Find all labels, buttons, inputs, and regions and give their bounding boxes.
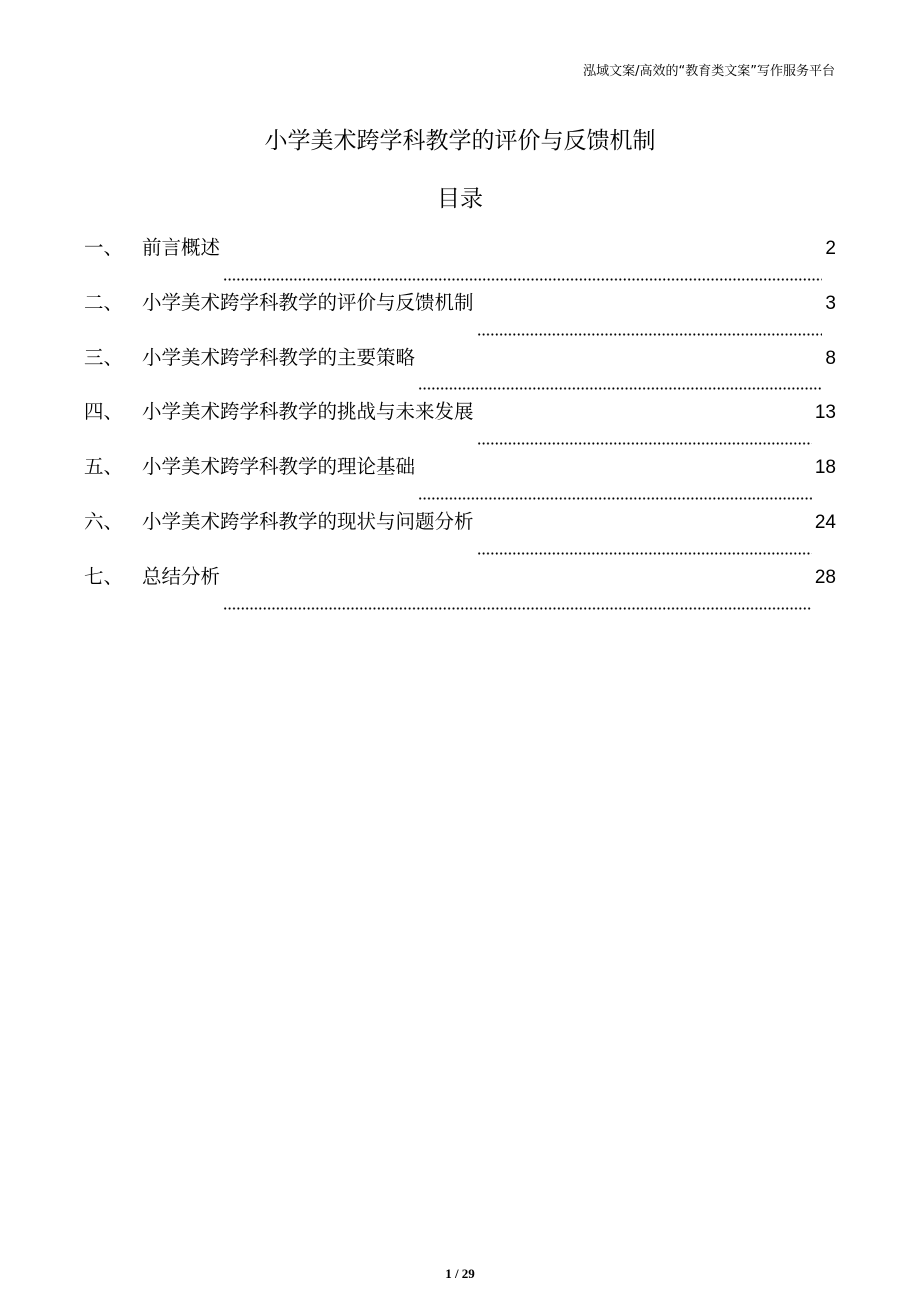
dot-leader — [477, 552, 812, 555]
dot-leader — [477, 442, 812, 445]
toc-entry-title: 小学美术跨学科教学的理论基础 — [142, 455, 416, 479]
document-title: 小学美术跨学科教学的评价与反馈机制 — [264, 128, 656, 154]
table-of-contents — [84, 232, 836, 616]
toc-entry-page: 18 — [814, 457, 836, 479]
toc-entry[interactable] — [84, 561, 836, 616]
toc-entry-title: 小学美术跨学科教学的主要策略 — [142, 345, 416, 369]
toc-entry-title: 小学美术跨学科教学的评价与反馈机制 — [142, 290, 474, 314]
toc-entry-number: 三、 — [84, 345, 124, 369]
toc-entry-page: 24 — [814, 511, 836, 533]
toc-entry-number: 七、 — [84, 564, 124, 588]
dot-leader — [477, 333, 823, 336]
dot-leader — [418, 497, 812, 500]
toc-heading: 目录 — [437, 186, 483, 212]
toc-entry-number: 五、 — [84, 455, 124, 479]
toc-entry-page: 8 — [825, 347, 836, 369]
toc-entry-title: 前言概述 — [142, 236, 221, 259]
toc-entry-number: 六、 — [84, 509, 124, 533]
toc-entry-title: 总结分析 — [142, 564, 221, 588]
dot-leader — [418, 387, 822, 390]
toc-entry-number: 二、 — [84, 290, 124, 314]
dot-leader — [223, 607, 812, 610]
toc-entry[interactable] — [84, 451, 836, 506]
toc-entry[interactable] — [84, 232, 836, 287]
toc-entry-page: 3 — [825, 292, 836, 314]
toc-entry[interactable] — [84, 342, 836, 397]
toc-entry[interactable] — [84, 396, 836, 451]
page-indicator: 1 / 29 — [445, 1266, 475, 1281]
toc-entry-number: 四、 — [84, 400, 124, 424]
toc-entry-title: 小学美术跨学科教学的挑战与未来发展 — [142, 400, 474, 424]
toc-entry-number: 一、 — [84, 236, 124, 259]
toc-entry-title: 小学美术跨学科教学的现状与问题分析 — [142, 509, 474, 533]
toc-entry-page: 13 — [814, 402, 836, 424]
toc-entry-page: 28 — [814, 566, 836, 588]
toc-entry[interactable] — [84, 287, 836, 342]
dot-leader — [223, 278, 822, 281]
page-header: 泓域文案/高效的“教育类文案”写作服务平台 — [583, 64, 835, 79]
toc-entry-page: 2 — [825, 238, 836, 259]
toc-entry[interactable] — [84, 506, 836, 561]
